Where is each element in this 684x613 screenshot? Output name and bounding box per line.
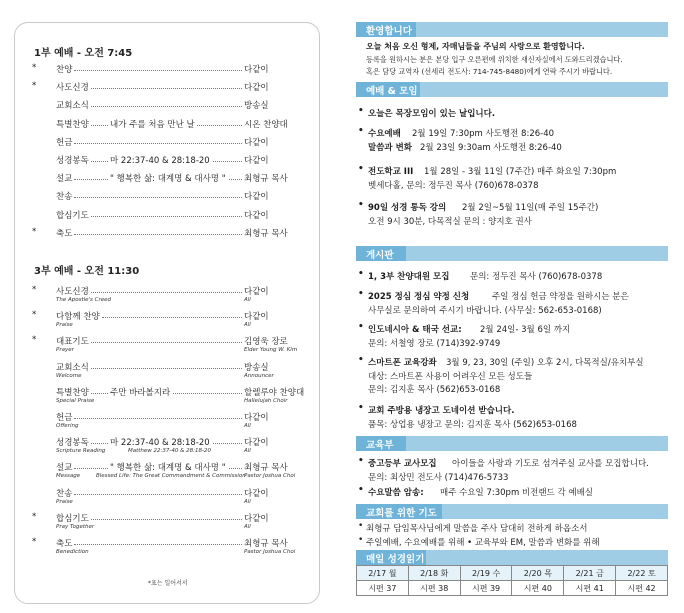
memorize-detail: 매주 수요일 7:30pm 비전랜드 각 예배실: [440, 488, 594, 498]
prayer-item-1: 최형규 담임목사님에게 말씀을 주사 담대히 전하게 하옵소서: [366, 524, 588, 534]
smartphone-target: 대상: 스마트폰 사용이 어려우신 모든 성도들: [368, 372, 533, 382]
order-label-english: Praise: [56, 498, 73, 505]
leader-dots: [74, 494, 242, 495]
order-row: [32, 136, 308, 150]
smartphone-schedule: 3월 9, 23, 30일 (주일) 오후 2시, 다목적실/유치부실: [446, 358, 644, 368]
order-row: [32, 227, 308, 241]
order-label-english: Special Praise: [56, 397, 95, 404]
order-detail: 마 22:37-40 & 28:18-20: [110, 156, 210, 166]
order-row: [32, 63, 308, 77]
order-row: [32, 154, 308, 168]
order-leader-english: All: [244, 322, 251, 329]
welcome-line2: 등록을 원하시는 분은 본당 입구 오른편에 위치한 새신자실에서 도와드리겠습니다.: [366, 55, 623, 64]
fridge-label: 교회 주방용 냉장고 도네이션 받습니다.: [368, 406, 515, 416]
order-label: 교회소식: [56, 362, 89, 373]
bullet: •: [358, 521, 364, 531]
leader-dots: [74, 197, 242, 198]
choir-recruit-contact: 문의: 정두진 목사 (760)678-0378: [470, 272, 603, 282]
order-detail-english: Blessed Life: The Great Commandment & Commission: [96, 473, 246, 480]
reading-chapter: 시편 38: [408, 581, 460, 596]
order-detail: " 행복한 삶: 대계명 & 대사명 ": [110, 463, 226, 474]
order-row: [32, 172, 308, 186]
order-detail: 내가 주를 처음 만난 날: [110, 119, 195, 130]
order-label: 찬송: [56, 488, 73, 499]
wed-service-detail: 2월 19일 7:30pm 사도행전 8:26-40: [412, 129, 555, 139]
leader-dots: [74, 544, 242, 545]
word-change-detail: 2월 23일 9:30am 사도행전 8:26-40: [420, 143, 562, 153]
order-label: 다함께 찬양: [56, 312, 100, 323]
bullet: •: [358, 200, 364, 210]
evangelism-contact: 벳세다홀, 문의: 정두진 목사 (760)678-0378: [368, 181, 539, 191]
stand-marker: *: [32, 310, 37, 321]
stand-marker: *: [32, 81, 37, 92]
order-label: 특별찬양: [56, 387, 89, 398]
smartphone-contact: 문의: 김지훈 목사 (562)653-0168: [368, 385, 501, 395]
bullet: •: [358, 322, 364, 332]
leader-dots: [91, 519, 242, 520]
memorize-label: 수요말씀 암송:: [368, 488, 424, 498]
order-leader-english: All: [244, 523, 251, 530]
order-leader: 최형규 목사: [244, 174, 288, 185]
order-leader-english: Pastor Joshua Choi: [244, 549, 296, 555]
order-label: 찬송: [56, 192, 73, 203]
order-label: 찬양: [56, 65, 73, 75]
reading-day: 2/18 화: [408, 566, 460, 581]
wed-service-label: 수요예배: [368, 129, 401, 139]
bible-reading-detail: 오전 9시 30분, 다목적실 문의 : 양지호 권사: [368, 217, 532, 227]
order-leader-english: Pastor Joshua Choi: [244, 473, 296, 480]
stand-marker: *: [32, 226, 37, 237]
stand-marker: *: [32, 537, 37, 547]
stand-marker: *: [32, 63, 37, 73]
stand-marker: *: [32, 335, 37, 346]
order-label-english: Praise: [56, 322, 73, 329]
order-leader-english: Elder Young W. Kim: [244, 347, 298, 354]
leader-dots: [91, 88, 242, 89]
bullet: •: [358, 289, 364, 299]
order-leader-english: All: [244, 423, 251, 429]
order-label: 사도신경: [56, 83, 89, 94]
teacher-recruit-contact: 문의: 최상민 전도사 (714)476-5733: [368, 473, 509, 483]
reading-header: 매일 성경읽기: [356, 550, 668, 565]
order-label-english: Benediction: [56, 549, 89, 555]
order-leader: 다같이: [244, 413, 269, 423]
order-row: [32, 118, 308, 132]
bullet: •: [358, 456, 364, 466]
order-leader-english: Announcer: [244, 372, 274, 379]
order-detail: 주만 바라볼지라: [110, 387, 171, 398]
bullet: •: [358, 106, 364, 116]
mission-contact: 문의: 서철영 장로 (714)392-9749: [368, 339, 501, 349]
order-leader: 다같이: [244, 488, 269, 499]
order-leader: 다같이: [244, 312, 269, 323]
order-row: [32, 487, 308, 501]
order-leader: 다같이: [244, 156, 269, 166]
order-detail-english: Matthew 22:37-40 & 28:18-20: [128, 448, 211, 455]
stand-marker: *: [32, 285, 37, 295]
order-row: [32, 190, 308, 204]
order-leader: 최형규 목사: [244, 539, 288, 549]
order-label: 헌금: [56, 413, 73, 423]
word-change-label: 말씀과 변화: [368, 143, 413, 153]
bullet: •: [358, 164, 364, 174]
leader-dots: [91, 342, 242, 343]
order-label-english: Offering: [56, 423, 79, 429]
order-label: 축도: [56, 539, 73, 549]
order-label: 설교: [56, 463, 73, 474]
smartphone-label: 스마트폰 교육강좌: [368, 358, 437, 368]
order-label: 합심기도: [56, 513, 89, 524]
order-label: 설교: [56, 174, 73, 185]
service-title: 1부 예배 - 오전 7:45: [34, 48, 133, 59]
leader-dots: [74, 234, 242, 235]
teacher-recruit-label: 중고등부 교사모집: [368, 459, 437, 469]
order-label-english: Scripture Reading: [56, 448, 106, 455]
prayer-item-2: 주일예배, 수요예배를 위해 • 교육부와 EM, 말씀과 변화를 위해: [366, 538, 600, 548]
order-label: 성경봉독: [56, 156, 89, 166]
order-label: 축도: [56, 228, 73, 239]
welcome-line1: 오늘 처음 오신 형제, 자매님들을 주님의 사랑으로 환영합니다.: [366, 42, 585, 51]
worship-today: 오늘은 목장모임이 있는 날입니다.: [368, 109, 496, 119]
order-leader: 다같이: [244, 287, 269, 297]
reading-day: 2/22 토: [616, 566, 668, 581]
stand-marker: *: [32, 511, 37, 522]
order-label: 대표기도: [56, 337, 89, 348]
bullet: •: [358, 355, 364, 365]
bible-reading-label: 90일 성경 통독 강의: [368, 203, 447, 213]
reading-day: 2/20 목: [512, 566, 564, 581]
order-label: 교회소식: [56, 101, 89, 112]
order-leader: 다같이: [244, 192, 269, 203]
leader-dots: [91, 292, 242, 293]
leader-dots: [91, 106, 242, 107]
reading-day: 2/19 수: [460, 566, 512, 581]
reading-chapter: 시편 39: [460, 581, 512, 596]
teacher-recruit-detail: 아이들을 사랑과 기도로 섬겨주실 교사를 모집합니다.: [452, 459, 649, 469]
welcome-line3: 혹은 담당 교역자 (선세리 전도사: 714-745-8480)에게 연락 주시기 바랍니다.: [366, 67, 613, 76]
order-label-english: Message: [56, 473, 81, 480]
order-leader-english: All: [244, 498, 251, 505]
pledge-line1: 주일 정심 헌금 약정을 원하시는 분은: [492, 292, 629, 302]
evangelism-label: 전도학교 III: [368, 167, 414, 177]
reading-chapter: 시편 37: [357, 581, 409, 596]
order-detail: " 행복한 삶: 대계명 & 대사명 ": [110, 174, 226, 185]
order-leader: 다같이: [244, 83, 269, 94]
leader-dots: [102, 317, 242, 318]
bullet: •: [358, 126, 364, 136]
order-leader: 다같이: [244, 210, 269, 221]
reading-chapter: 시편 40: [512, 581, 564, 596]
reading-table: [356, 565, 668, 596]
order-leader: 다같이: [244, 438, 269, 449]
order-label-english: Pray Together: [56, 523, 95, 530]
bullet: •: [358, 403, 364, 413]
order-leader-english: All: [244, 448, 251, 455]
service-title: 3부 예배 - 오전 11:30: [34, 266, 140, 277]
bullet: •: [358, 269, 364, 279]
order-label: 성경봉독: [56, 438, 89, 449]
order-row: [32, 310, 308, 324]
order-label: 사도신경: [56, 287, 89, 297]
evangelism-detail: 1월 28일 - 3월 11일 (7주간) 매주 화요일 7:30pm: [424, 167, 617, 177]
pledge-label: 2025 정심 정심 약정 신청: [368, 292, 470, 302]
board-header: 게시판: [356, 246, 668, 261]
pledge-line2: 사무실로 문의하여 주시기 바랍니다. (사무실: 562-653-0168): [368, 306, 602, 316]
leader-dots: [74, 418, 242, 419]
order-leader: 김영욱 장로: [244, 337, 288, 348]
welcome-header: 환영합니다: [356, 22, 668, 37]
order-leader: 방송실: [244, 362, 269, 373]
order-label: 헌금: [56, 137, 73, 148]
bullet: •: [358, 535, 364, 545]
bullet: •: [358, 485, 364, 495]
order-row: [32, 99, 308, 113]
order-label-english: Prayer: [56, 347, 74, 354]
order-leader: 최형규 목사: [244, 228, 288, 239]
prayer-header: 교회를 위한 기도: [356, 504, 668, 519]
stand-footnote: *표는 일어서서: [148, 580, 188, 587]
order-row: [32, 209, 308, 223]
order-row: [32, 81, 308, 95]
order-label: 특별찬양: [56, 119, 89, 130]
reading-day: 2/17 월: [357, 566, 409, 581]
education-header: 교육부: [356, 436, 668, 451]
worship-header: 예배 & 모임: [356, 82, 668, 97]
order-leader-english: All: [244, 297, 251, 303]
mission-label: 인도네시아 & 태국 선교:: [368, 325, 462, 335]
mission-dates: 2월 24일- 3월 6일 까지: [480, 325, 571, 335]
order-leader: 최형규 목사: [244, 463, 288, 474]
order-label-english: Welcome: [56, 372, 82, 379]
reading-chapter: 시편 42: [616, 581, 668, 596]
order-leader: 다같이: [244, 137, 269, 148]
reading-day: 2/21 금: [564, 566, 616, 581]
order-leader-english: Hallelujah Choir: [244, 397, 288, 404]
leader-dots: [74, 143, 242, 144]
leader-dots: [91, 368, 242, 369]
order-leader: 방송실: [244, 101, 269, 112]
order-leader: 다같이: [244, 513, 269, 524]
bible-reading-dates: 2월 2일~5월 11일(매 주일 15주간): [462, 203, 599, 213]
fridge-detail: 품목: 상업용 냉장고 문의: 김지훈 목사 (562)653-0168: [368, 420, 577, 430]
order-leader: 다같이: [244, 65, 269, 75]
leader-dots: [74, 70, 242, 71]
order-leader: 시온 찬양대: [244, 119, 288, 130]
order-detail: 마 22:37-40 & 28:18-20: [110, 438, 210, 449]
reading-chapter: 시편 41: [564, 581, 616, 596]
leader-dots: [91, 216, 242, 217]
order-label-english: The Apostle's Creed: [56, 297, 112, 303]
choir-recruit-label: 1, 3부 찬양대원 모집: [368, 272, 450, 282]
order-label: 합심기도: [56, 210, 89, 221]
order-leader: 할렐루야 찬양대: [244, 387, 305, 398]
